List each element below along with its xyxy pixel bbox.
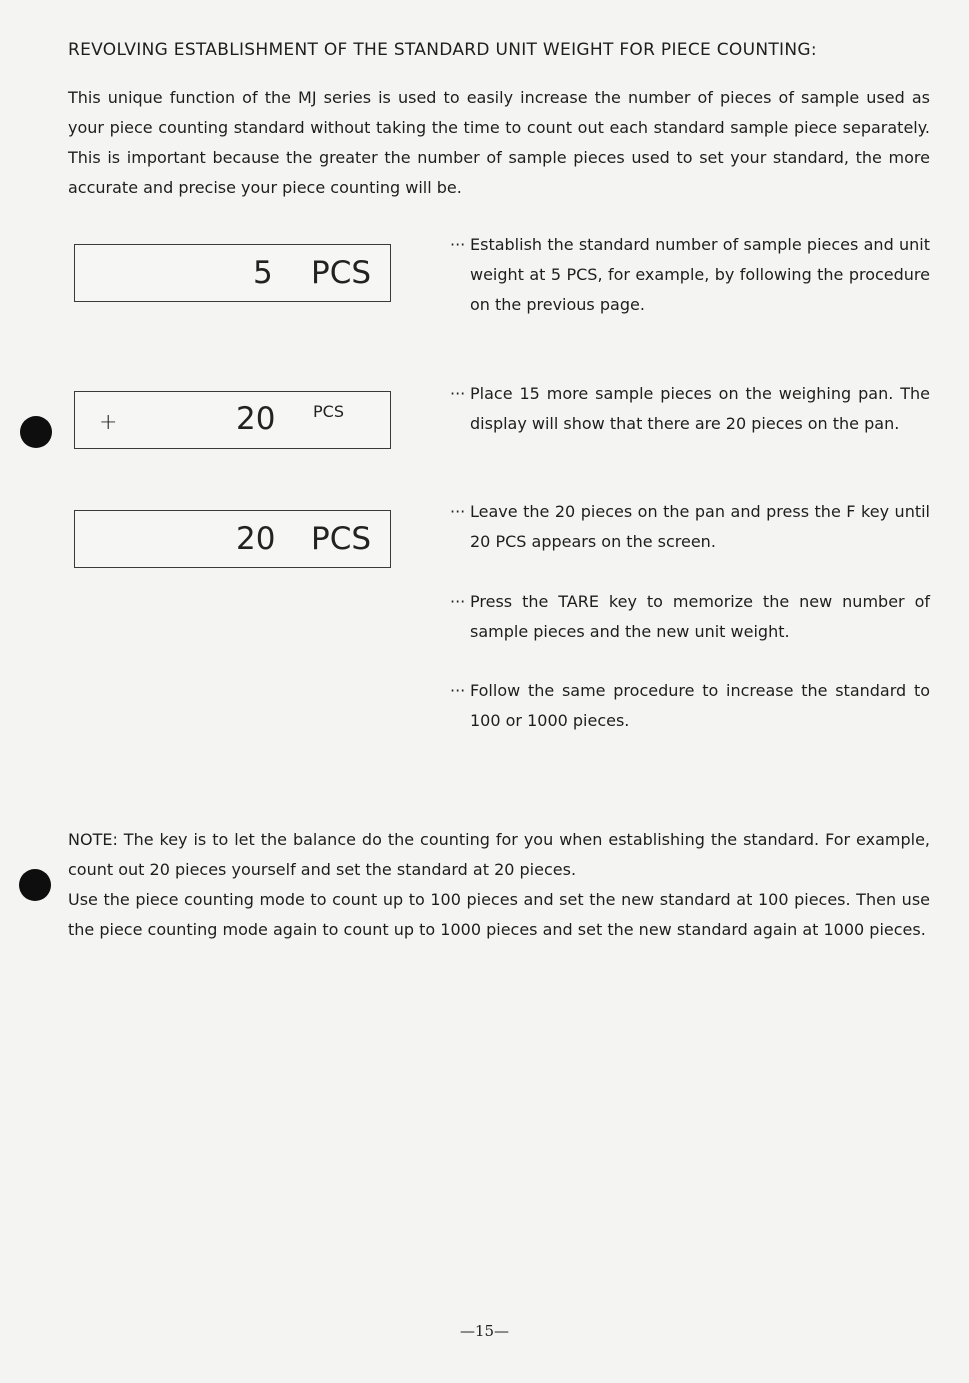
section-heading: REVOLVING ESTABLISHMENT OF THE STANDARD UNIT WEIGHT FOR PIECE COUNTING: xyxy=(68,40,817,60)
intro-paragraph: This unique function of the MJ series is used to easily increase the number of pieces of sample used as your piece counting standard without taking the time to count out each standard sample piece separately. This is important because the greater the number of sample pieces used to set your standard, the more accurate and precise your piece counting will be. xyxy=(68,88,930,197)
step-text: Place 15 more sample pieces on the weighing pan. The display will show that there are 20 pieces on the pan. xyxy=(470,384,930,433)
display-sign: + xyxy=(99,410,118,435)
step-bullet: ··· xyxy=(450,592,466,611)
step-press-tare xyxy=(450,587,930,647)
step-bullet: ··· xyxy=(450,235,466,254)
display-unit: PCS xyxy=(311,521,372,557)
display-value: 20 xyxy=(236,521,276,557)
page-number: —15— xyxy=(459,1322,510,1340)
binder-hole xyxy=(20,416,52,448)
note-block xyxy=(68,825,930,945)
step-bullet: ··· xyxy=(450,502,466,521)
step-follow-procedure xyxy=(450,676,930,736)
step-bullet: ··· xyxy=(450,681,466,700)
display-unit: PCS xyxy=(311,255,372,291)
display-value: 20 xyxy=(236,401,276,437)
display-unit: PCS xyxy=(313,402,344,421)
display-5-pcs xyxy=(74,244,391,302)
binder-hole xyxy=(19,869,51,901)
display-value: 5 xyxy=(253,255,273,291)
display-plus-20-pcs xyxy=(74,391,391,449)
step-bullet: ··· xyxy=(450,384,466,403)
note-paragraph-2: Use the piece counting mode to count up to 100 pieces and set the new standard at 100 pieces. Then use the piece counting mode again to count up to 1000 pieces and set the new standard again at 1000 pieces. xyxy=(68,890,930,939)
step-text: Follow the same procedure to increase the standard to 100 or 1000 pieces. xyxy=(470,681,930,730)
step-place-more xyxy=(450,379,930,439)
step-text: Establish the standard number of sample pieces and unit weight at 5 PCS, for example, by following the procedure on the previous page. xyxy=(470,235,930,314)
display-20-pcs xyxy=(74,510,391,568)
step-text: Press the TARE key to memorize the new number of sample pieces and the new unit weight. xyxy=(470,592,930,641)
note-paragraph-1: NOTE: The key is to let the balance do the counting for you when establishing the standard. For example, count out 20 pieces yourself and set the standard at 20 pieces. xyxy=(68,830,930,879)
step-press-f xyxy=(450,497,930,557)
step-text: Leave the 20 pieces on the pan and press the F key until 20 PCS appears on the screen. xyxy=(470,502,930,551)
step-establish xyxy=(450,230,930,320)
